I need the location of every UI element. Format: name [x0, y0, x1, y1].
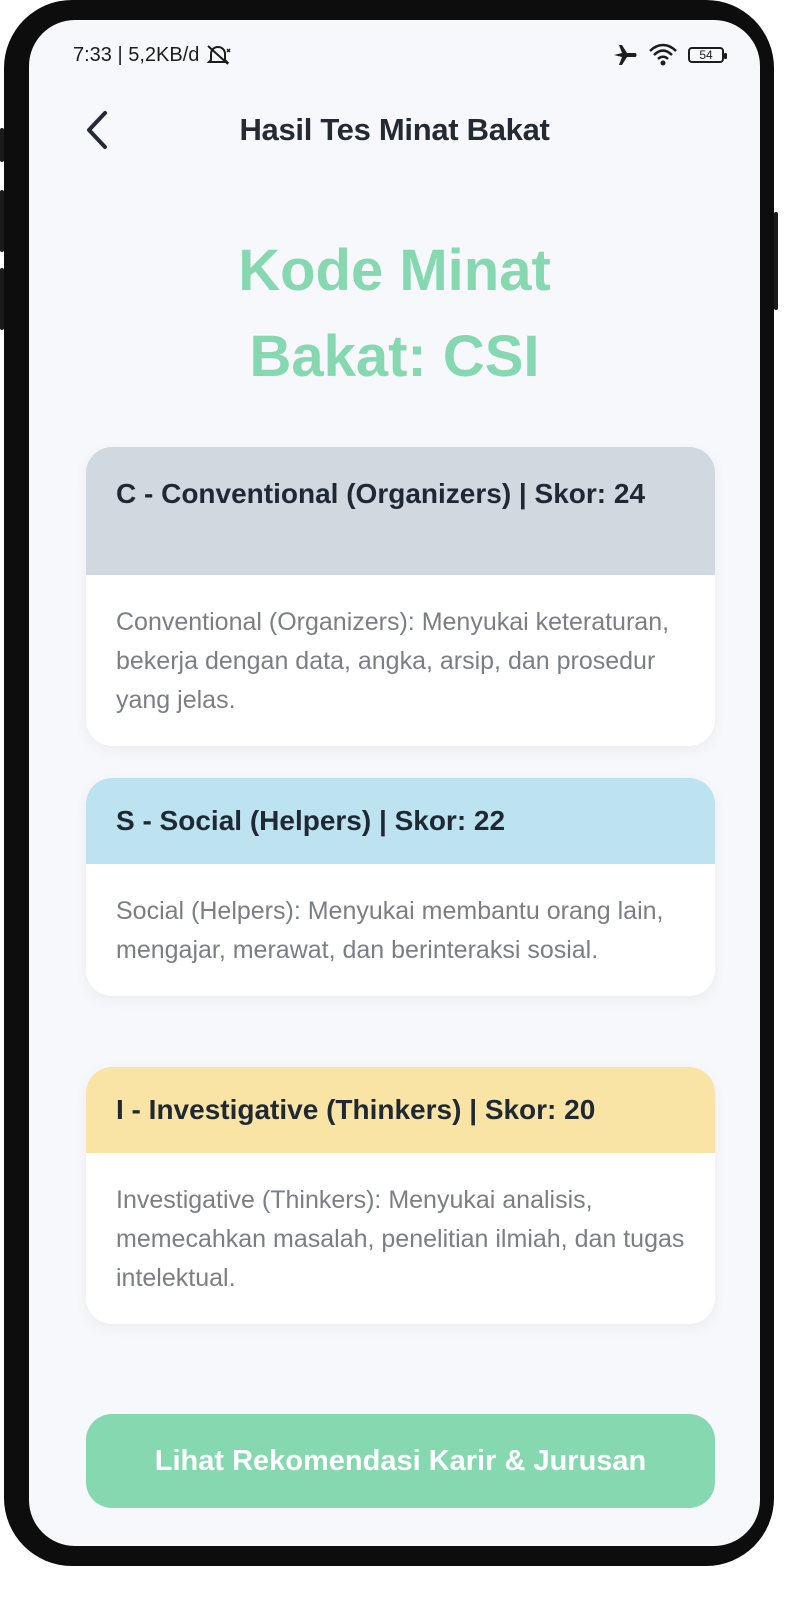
card-description: Investigative (Thinkers): Menyukai analisis, memecahkan masalah, penelitian ilmiah, dan tugas intelektual.	[116, 1186, 685, 1292]
mute-alarm-icon	[205, 43, 231, 67]
side-button-left	[0, 128, 4, 162]
side-button-left	[0, 190, 4, 252]
wifi-icon	[648, 43, 678, 67]
interest-code-headline	[29, 228, 760, 400]
phone-frame	[4, 0, 774, 1566]
side-button-left	[0, 268, 4, 330]
status-right	[612, 43, 724, 67]
status-left	[73, 43, 231, 67]
card-header: S - Social (Helpers) | Skor: 22	[86, 778, 715, 864]
headline-line-2: Bakat: CSI	[249, 324, 540, 389]
card-description: Social (Helpers): Menyukai membantu orang lain, mengajar, merawat, dan berinteraksi sosial.	[116, 897, 664, 964]
career-recommendation-button[interactable]: Lihat Rekomendasi Karir & Jurusan	[86, 1414, 715, 1508]
status-time-info: 7:33 | 5,2KB/d	[73, 43, 200, 66]
card-header: I - Investigative (Thinkers) | Skor: 20	[86, 1067, 715, 1153]
app-bar	[29, 100, 760, 160]
card-header: C - Conventional (Organizers) | Skor: 24	[86, 447, 715, 575]
headline-line-1: Kode Minat	[238, 238, 551, 303]
result-card-social	[86, 778, 715, 996]
result-card-investigative	[86, 1067, 715, 1324]
status-bar	[73, 42, 724, 68]
page-title: Hasil Tes Minat Bakat	[239, 112, 550, 147]
battery-icon	[688, 47, 724, 63]
battery-level: 54	[699, 48, 713, 62]
airplane-icon	[612, 43, 638, 67]
side-button-right	[774, 212, 778, 310]
result-card-conventional	[86, 447, 715, 746]
card-description: Conventional (Organizers): Menyukai keteraturan, bekerja dengan data, angka, arsip, dan prosedur yang jelas.	[116, 608, 670, 714]
app-screen	[29, 20, 760, 1546]
